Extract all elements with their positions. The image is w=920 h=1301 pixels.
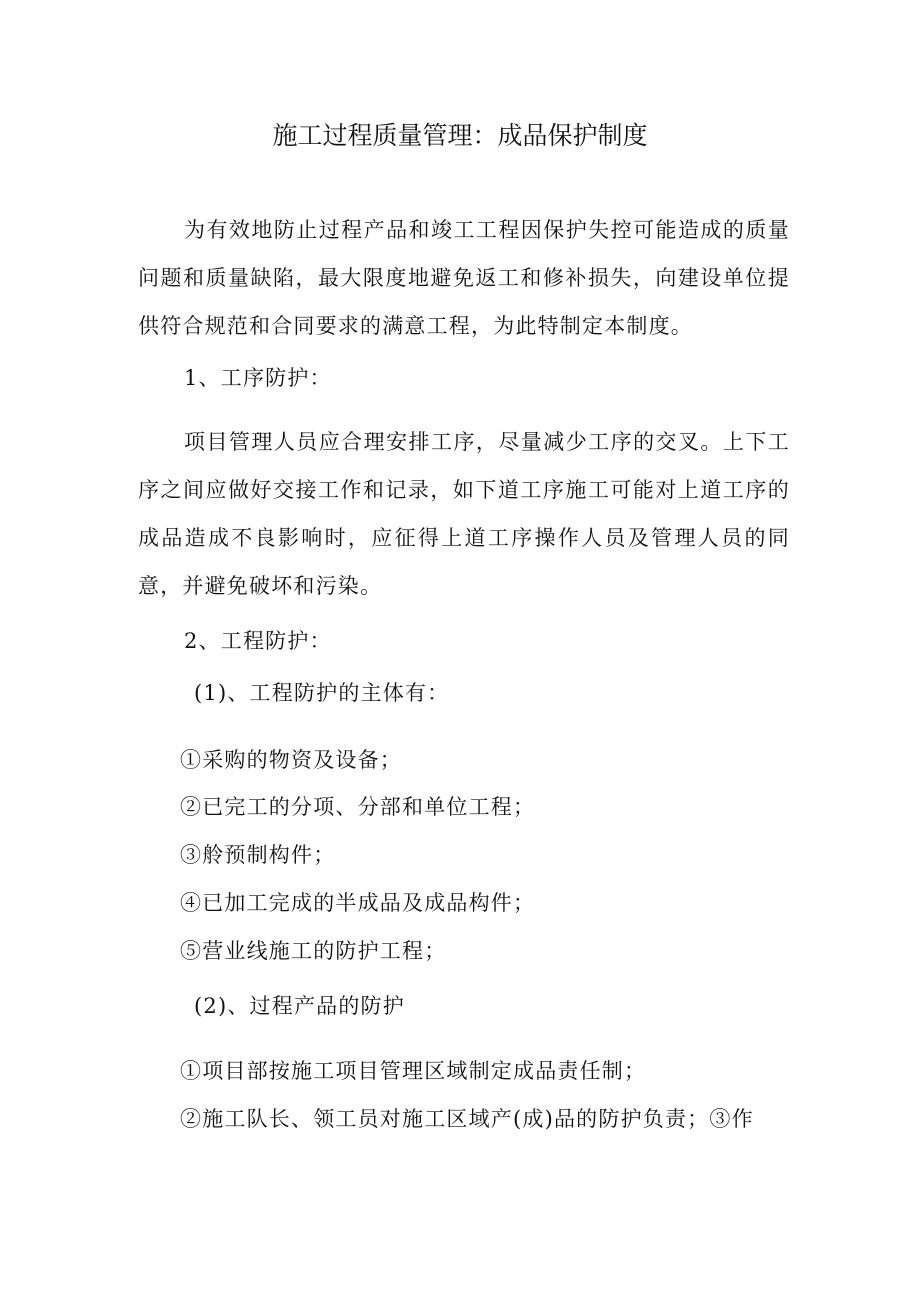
list-item: ②已完工的分项、分部和单位工程； — [180, 795, 536, 819]
section1-heading: 1、工序防护： — [184, 366, 332, 390]
list-item: ①项目部按施工项目管理区域制定成品责任制； — [180, 1059, 647, 1083]
list-item: ④已加工完成的半成品及成品构件； — [180, 891, 536, 915]
list-item: ⑤营业线施工的防护工程； — [180, 939, 447, 963]
list-item: ①采购的物资及设备； — [180, 748, 402, 772]
document-title: 施工过程质量管理：成品保护制度 — [272, 121, 648, 150]
list-item: ②施工队长、领工员对施工区域产(成)品的防护负责；③作 — [180, 1107, 754, 1131]
section2-sub1-heading: (1)、工程防护的主体有： — [194, 681, 450, 705]
section1-body: 项目管理人员应合理安排工序，尽量减少工序的交叉。上下工序之间应做好交接工作和记录，如下道工序施工可能对上道工序的成品造成不良影响时，应征得上道工序操作人员及管理人员的同意，并避免破坏和污染。 — [138, 430, 790, 598]
section2-heading: 2、工程防护： — [184, 629, 332, 653]
intro-paragraph: 为有效地防止过程产品和竣工工程因保护失控可能造成的质量问题和质量缺陷，最大限度地避免返工和修补损失，向建设单位提供符合规范和合同要求的满意工程，为此特制定本制度。 — [138, 218, 790, 338]
list-item: ③舲预制构件； — [180, 843, 336, 867]
section2-sub2-heading: (2)、过程产品的防护 — [194, 994, 405, 1018]
